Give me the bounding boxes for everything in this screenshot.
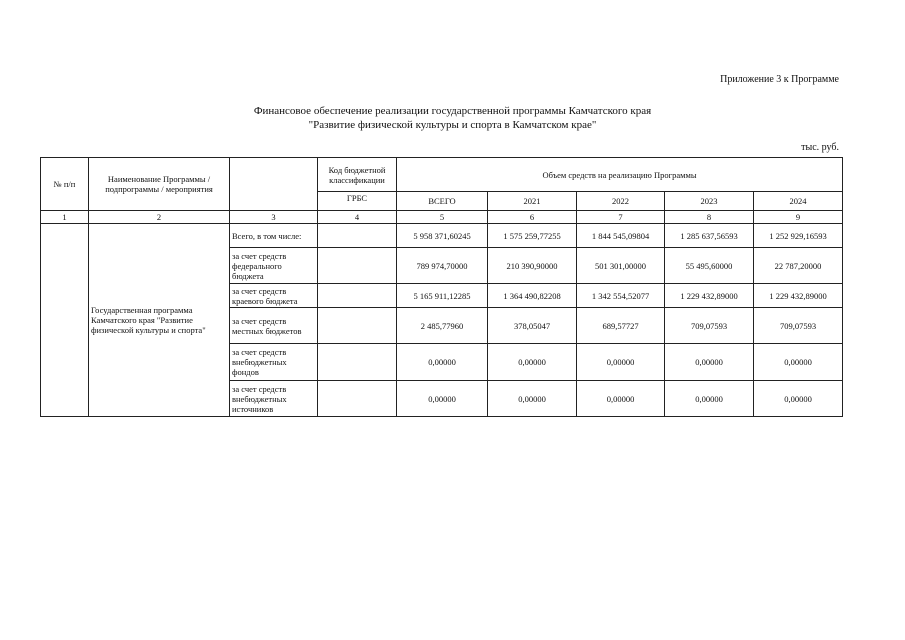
header-num: № п/п <box>41 158 89 211</box>
header-volume: Объем средств на реализацию Программы <box>397 158 843 192</box>
value-2021: 0,00000 <box>488 381 577 417</box>
value-2021: 1 364 490,82208 <box>488 284 577 308</box>
table-row <box>41 224 843 248</box>
value-2022: 0,00000 <box>577 381 665 417</box>
grbs-cell <box>318 308 397 344</box>
document-subtitle: "Развитие физической культуры и спорта в Камчатском крае" <box>308 119 597 131</box>
grbs-cell <box>318 381 397 417</box>
value-2024: 1 229 432,89000 <box>754 284 843 308</box>
value-2024: 709,07593 <box>754 308 843 344</box>
value-total: 5 958 371,60245 <box>397 224 488 248</box>
grbs-cell <box>318 224 397 248</box>
row-number-cell <box>41 224 89 417</box>
col-number: 5 <box>397 211 488 224</box>
value-2024: 22 787,20000 <box>754 248 843 284</box>
finance-table <box>40 157 843 417</box>
value-2022: 0,00000 <box>577 344 665 381</box>
value-2022: 1 844 545,09804 <box>577 224 665 248</box>
column-numbers-row <box>41 211 843 224</box>
col-number: 4 <box>318 211 397 224</box>
appendix-label: Приложение 3 к Программе <box>720 74 839 85</box>
header-2023: 2023 <box>665 192 754 211</box>
value-total: 789 974,70000 <box>397 248 488 284</box>
header-2021: 2021 <box>488 192 577 211</box>
value-2021: 1 575 259,77255 <box>488 224 577 248</box>
value-2021: 378,05047 <box>488 308 577 344</box>
value-2022: 501 301,00000 <box>577 248 665 284</box>
value-total: 0,00000 <box>397 344 488 381</box>
col-number: 7 <box>577 211 665 224</box>
grbs-cell <box>318 248 397 284</box>
row-label: за счет средств федерального бюджета <box>230 248 318 284</box>
row-label: за счет средств краевого бюджета <box>230 284 318 308</box>
row-label: Всего, в том числе: <box>230 224 318 248</box>
value-2024: 0,00000 <box>754 381 843 417</box>
value-total: 0,00000 <box>397 381 488 417</box>
value-2023: 1 229 432,89000 <box>665 284 754 308</box>
col-number: 1 <box>41 211 89 224</box>
value-2022: 1 342 554,52077 <box>577 284 665 308</box>
value-2023: 709,07593 <box>665 308 754 344</box>
unit-label: тыс. руб. <box>801 142 839 153</box>
header-row-1 <box>41 158 843 192</box>
row-label: за счет средств местных бюджетов <box>230 308 318 344</box>
value-2022: 689,57727 <box>577 308 665 344</box>
value-2023: 0,00000 <box>665 344 754 381</box>
header-2024: 2024 <box>754 192 843 211</box>
header-2022: 2022 <box>577 192 665 211</box>
value-2021: 210 390,90000 <box>488 248 577 284</box>
program-name: Государственная программа Камчатского края "Развитие физической культуры и спорта" <box>89 224 230 417</box>
col-number: 8 <box>665 211 754 224</box>
header-name: Наименование Программы / подпрограммы / мероприятия <box>89 158 230 211</box>
value-2024: 1 252 929,16593 <box>754 224 843 248</box>
header-grbs: ГРБС <box>318 192 397 211</box>
header-empty <box>230 158 318 211</box>
value-2023: 1 285 637,56593 <box>665 224 754 248</box>
row-label: за счет средств внебюджетных фондов <box>230 344 318 381</box>
col-number: 3 <box>230 211 318 224</box>
col-number: 9 <box>754 211 843 224</box>
value-total: 5 165 911,12285 <box>397 284 488 308</box>
row-label: за счет средств внебюджетных источников <box>230 381 318 417</box>
document-title: Финансовое обеспечение реализации государственной программы Камчатского края <box>253 105 652 117</box>
value-2021: 0,00000 <box>488 344 577 381</box>
value-total: 2 485,77960 <box>397 308 488 344</box>
grbs-cell <box>318 284 397 308</box>
value-2024: 0,00000 <box>754 344 843 381</box>
col-number: 6 <box>488 211 577 224</box>
header-code: Код бюджетной классификации <box>318 158 397 192</box>
value-2023: 55 495,60000 <box>665 248 754 284</box>
grbs-cell <box>318 344 397 381</box>
value-2023: 0,00000 <box>665 381 754 417</box>
col-number: 2 <box>89 211 230 224</box>
header-total: ВСЕГО <box>397 192 488 211</box>
